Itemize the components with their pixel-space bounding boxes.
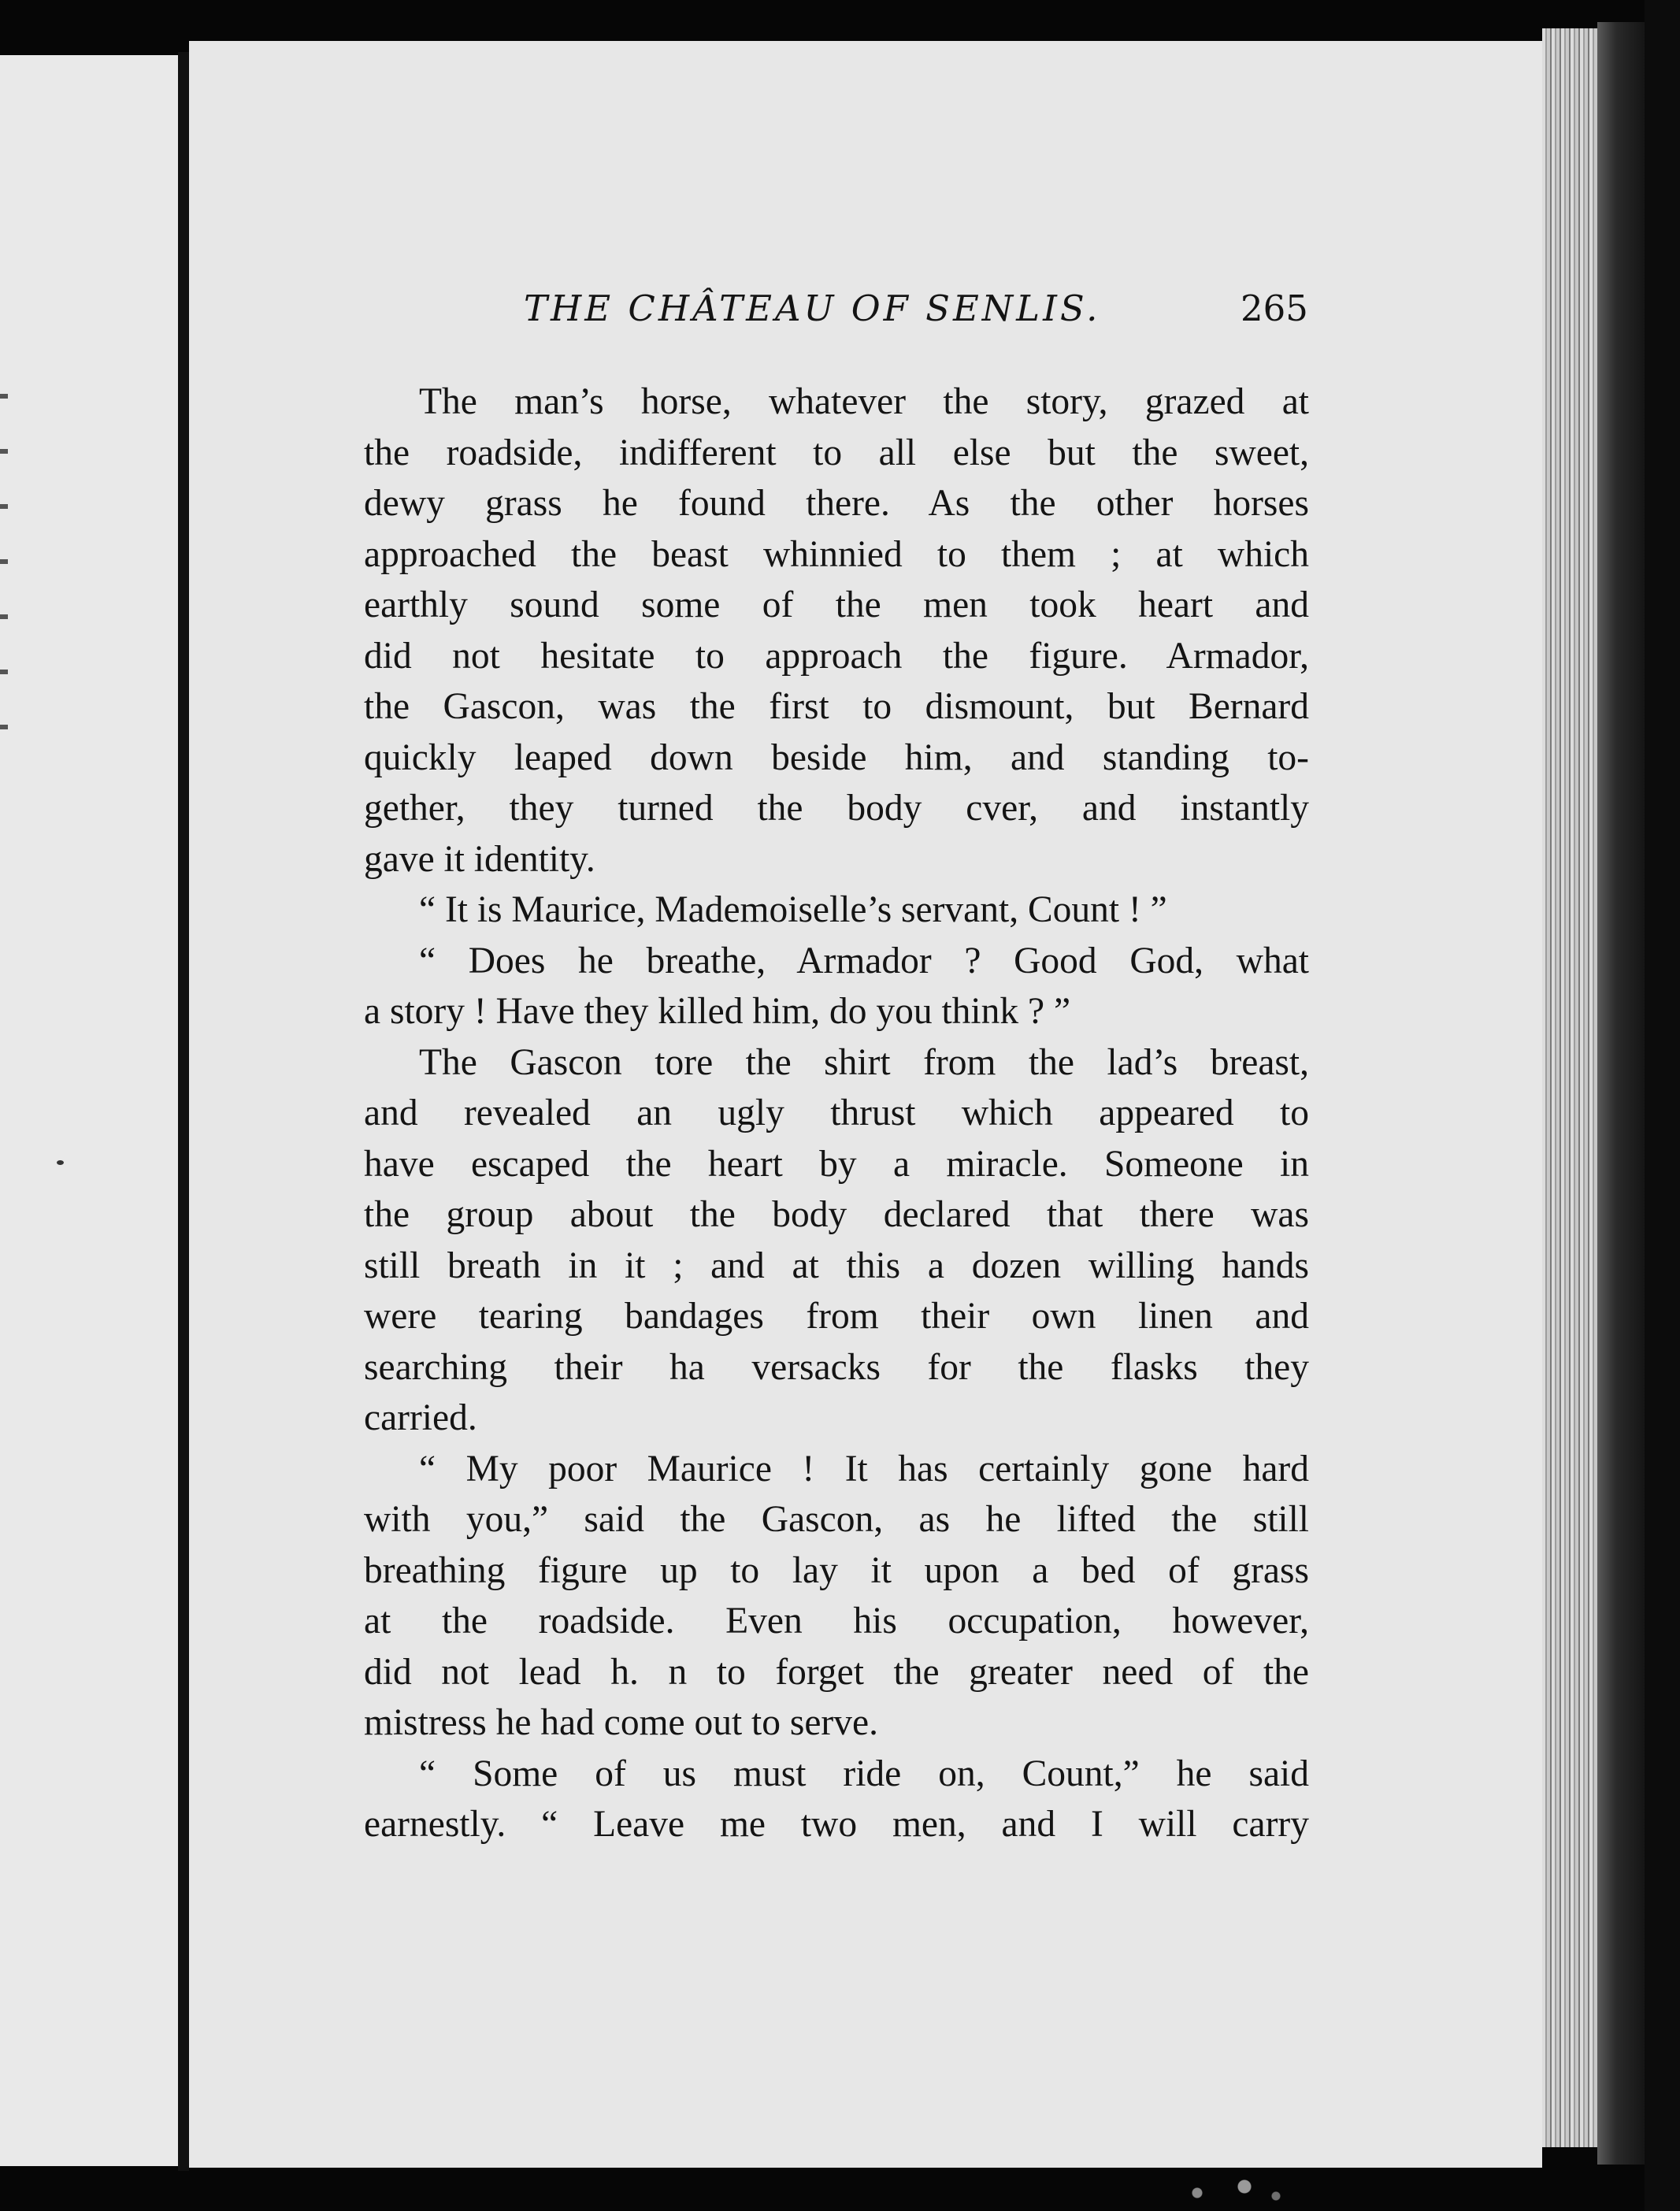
body-text (364, 377, 1309, 1850)
text-line: the roadside, indifferent to all else but the sweet, (364, 432, 1309, 473)
text-line: “ It is Maurice, Mademoiselle’s servant, Count ! ” (419, 889, 1167, 930)
facing-page-edge (0, 55, 178, 2166)
text-line: breathing figure up to lay it upon a bed of grass (364, 1549, 1309, 1591)
text-line: with you,” said the Gascon, as he lifted the still (364, 1499, 1309, 1540)
text-line: searching their ha versacks for the flasks they (364, 1346, 1309, 1388)
text-line: have escaped the heart by a miracle. Someone in (364, 1143, 1309, 1185)
facing-page-print-marks (0, 394, 8, 740)
text-line: approached the beast whinnied to them ; at which (364, 533, 1309, 575)
running-head: THE CHÂTEAU OF SENLIS. (524, 288, 1101, 329)
text-line: a story ! Have they killed him, do you think ? ” (364, 991, 1071, 1032)
text-line: were tearing bandages from their own linen and (364, 1296, 1309, 1337)
text-line: did not hesitate to approach the figure. Armador, (364, 635, 1309, 677)
text-line: quickly leaped down beside him, and standing to- (364, 736, 1309, 778)
book-cover-edge (1645, 0, 1680, 2211)
page-stack-edges (1542, 28, 1597, 2147)
text-line: dewy grass he found there. As the other horses (364, 483, 1309, 524)
text-line: at the roadside. Even his occupation, however, (364, 1601, 1309, 1642)
text-line: “ Some of us must ride on, Count,” he said (419, 1753, 1309, 1794)
text-line: The man’s horse, whatever the story, grazed at (419, 381, 1309, 422)
book-gutter (178, 52, 189, 2171)
text-line: “ My poor Maurice ! It has certainly gone hard (419, 1448, 1309, 1489)
text-line: earthly sound some of the men took heart and (364, 584, 1309, 625)
scan-debris (1150, 2174, 1307, 2205)
text-line: earnestly. “ Leave me two men, and I will carry (364, 1804, 1309, 1845)
page-stack-shadow (1597, 22, 1645, 2165)
text-line: gave it identity. (364, 838, 595, 880)
page-number: 265 (1241, 288, 1308, 329)
text-line: did not lead h. n to forget the greater need of the (364, 1651, 1309, 1693)
text-line: “ Does he breathe, Armador ? Good God, what (419, 940, 1309, 981)
text-line: The Gascon tore the shirt from the lad’s breast, (419, 1041, 1309, 1083)
text-line: carried. (364, 1397, 477, 1438)
text-line: still breath in it ; and at this a dozen willing hands (364, 1245, 1309, 1286)
text-line: the group about the body declared that there was (364, 1194, 1309, 1235)
text-line: the Gascon, was the first to dismount, but Bernard (364, 686, 1309, 727)
dust-speck (57, 1160, 64, 1165)
text-line: gether, they turned the body cver, and instantly (364, 788, 1309, 829)
text-line: mistress he had come out to serve. (364, 1702, 878, 1743)
text-line: and revealed an ugly thrust which appeared to (364, 1093, 1309, 1133)
